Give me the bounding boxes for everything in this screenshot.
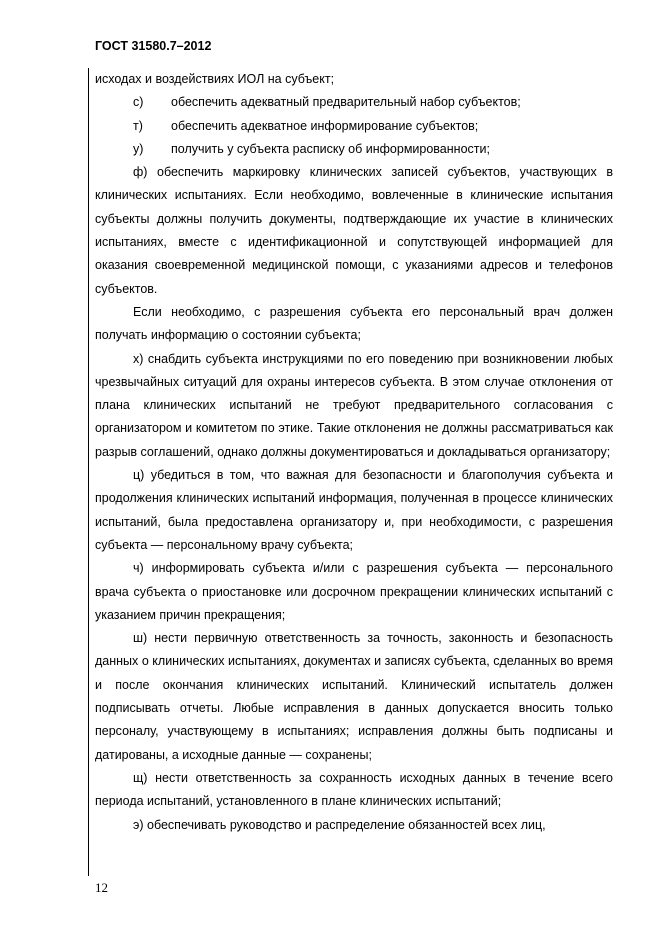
list-text: обеспечить адекватное информирование субъектов; [171, 118, 479, 133]
paragraph-sh: ш) нести первичную ответственность за точность, законность и безопасность данных о клинических испытаниях, документах и записях субъекта, сделанных во время и после окончания клинических испытаний. Клинический испытатель должен подписывать отчеты. Любые исправления в данных допускается вносить только персоналу, участвующему в испытаниях; исправления должны быть подписаны и датированы, а исходные данные — сохранены; [95, 631, 613, 762]
paragraph-e: э) обеспечивать руководство и распределение обязанностей всех лиц, [133, 817, 546, 832]
list-marker: у) [133, 141, 144, 156]
margin-rule [88, 68, 89, 876]
paragraph-ch: ч) информировать субъекта и/или с разрешения субъекта — персонального врача субъекта о приостановке или досрочном прекращении клинических испытаний с указанием причин прекращения; [95, 561, 613, 622]
continuation-line: исходах и воздействиях ИОЛ на субъект; [95, 72, 335, 86]
body-text [95, 68, 613, 837]
paragraph-f: ф) обеспечить маркировку клинических записей субъектов, участвующих в клинических испытаниях. Если необходимо, вовлеченные в клинические испытания субъекты должны получить документы, подтверждающие их участие в клинических испытаниях, вместе с идентификационной и сопутствующей информацией для оказания своевременной медицинской помощи, с указаниями адресов и телефонов субъектов. [95, 165, 613, 296]
paragraph-shch: щ) нести ответственность за сохранность исходных данных в течение всего периода испытаний, установленного в плане клинических испытаний; [95, 770, 613, 809]
list-marker: с) [133, 95, 144, 110]
paragraph-kh: х) снабдить субъекта инструкциями по его поведению при возникновении любых чрезвычайных ситуаций для охраны интересов субъекта. В этом случае отклонения от плана клинических испытаний не требуют предварительного согласования с организатором и комитетом по этике. Такие отклонения не должны рассматриваться как разрыв соглашений, однако должны документироваться и докладываться организатору; [95, 351, 613, 459]
list-marker: т) [133, 118, 143, 133]
paragraph-ts: ц) убедиться в том, что важная для безопасности и благополучия субъекта и продолжения клинических испытаний информация, полученная в процессе клинических испытаний, была предоставлена организатору и, при необходимости, с разрешения субъекта — персональному врачу субъекта; [95, 468, 613, 552]
list-text: получить у субъекта расписку об информированности; [171, 141, 490, 156]
list-item [95, 91, 613, 114]
page-header-standard: ГОСТ 31580.7–2012 [95, 39, 212, 53]
list-text: обеспечить адекватный предварительный набор субъектов; [171, 95, 521, 110]
paragraph-personal-doctor: Если необходимо, с разрешения субъекта его персональный врач должен получать информацию о состоянии субъекта; [95, 304, 613, 343]
list-item [95, 138, 613, 161]
list-item [95, 115, 613, 138]
page-number: 12 [95, 880, 108, 895]
